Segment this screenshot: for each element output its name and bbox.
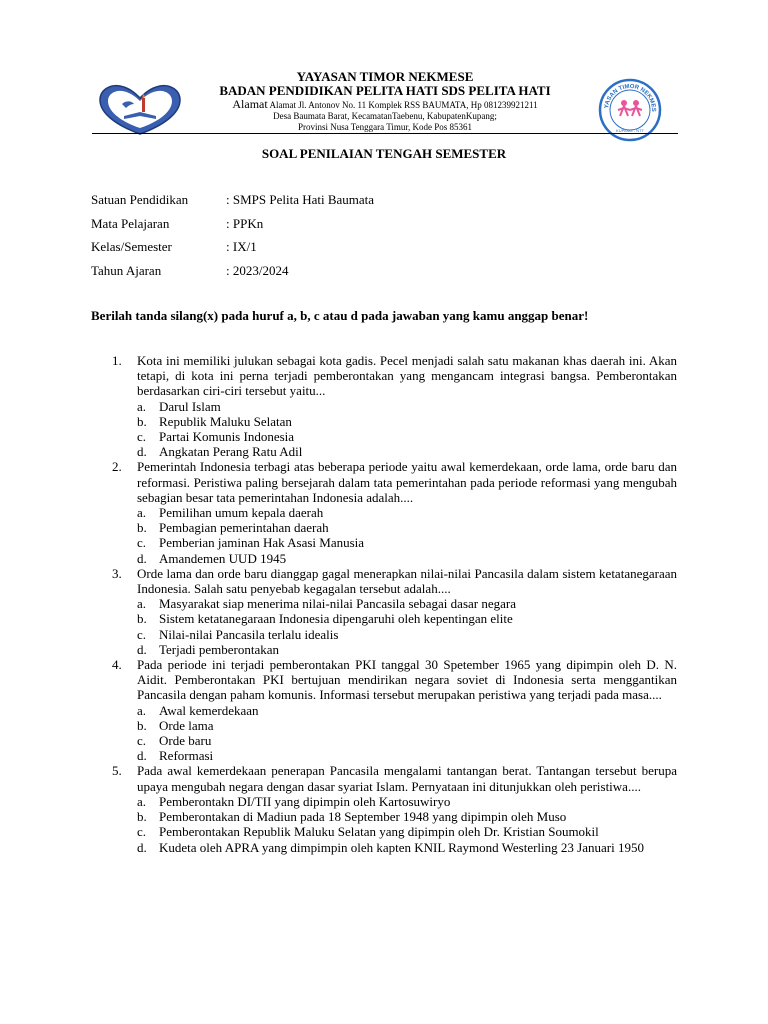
question-number: 5. bbox=[112, 763, 122, 779]
answer-option bbox=[137, 399, 677, 414]
question-number: 4. bbox=[112, 657, 122, 673]
option-letter: c. bbox=[137, 824, 147, 840]
option-letter: d. bbox=[137, 748, 147, 764]
address-line-2: Desa Baumata Barat, KecamatanTaebenu, KabupatenKupang; bbox=[273, 111, 497, 121]
address-line-1 bbox=[190, 98, 580, 111]
info-label: Mata Pelajaran bbox=[91, 215, 170, 231]
option-letter: a. bbox=[137, 793, 147, 809]
option-letter: d. bbox=[137, 444, 147, 460]
option-letter: b. bbox=[137, 809, 147, 825]
option-text: Masyarakat siap menerima nilai-nilai Pancasila sebagai dasar negara bbox=[159, 596, 516, 612]
info-label: Tahun Ajaran bbox=[91, 262, 162, 278]
option-text: Awal kemerdekaan bbox=[159, 702, 259, 718]
question-text: Orde lama dan orde baru dianggap gagal menerapkan nilai-nilai Pancasila dalam sistem ketatanegaraan Indonesia. Salah satu penyebab kegagalan tersebut adalah.... bbox=[137, 565, 677, 597]
answer-option bbox=[137, 444, 677, 459]
question-text: Kota ini memiliki julukan sebagai kota gadis. Pecel menjadi salah satu makanan khas daerah ini. Akan tetapi, di kota ini perna terjadi pemberontakan yang mengancam integrasi bangsa. Pemberontakan berdasarkan ciri-ciri tersebut yaitu... bbox=[137, 353, 677, 399]
answer-option bbox=[137, 429, 677, 444]
option-text: Partai Komunis Indonesia bbox=[159, 429, 295, 445]
option-text: Pemberontakan di Madiun pada 18 September 1948 yang dipimpin oleh Muso bbox=[159, 809, 567, 825]
option-text: Kudeta oleh APRA yang dimpimpin oleh kapten KNIL Raymond Westerling 23 Januari 1950 bbox=[159, 839, 644, 855]
option-letter: d. bbox=[137, 641, 147, 657]
info-row bbox=[91, 216, 374, 240]
foundation-name: YAYASAN TIMOR NEKMESE bbox=[296, 69, 474, 84]
seal-bottom-text: KUPANG - NTT bbox=[616, 128, 644, 133]
answer-option bbox=[137, 824, 677, 839]
school-logo-left bbox=[98, 82, 182, 138]
option-text: Nilai-nilai Pancasila terlalu idealis bbox=[159, 626, 339, 642]
question-list bbox=[112, 353, 677, 855]
answer-option bbox=[137, 809, 677, 824]
info-value: : 2023/2024 bbox=[226, 262, 289, 278]
answer-option bbox=[137, 535, 677, 550]
question-item bbox=[112, 566, 677, 657]
option-letter: a. bbox=[137, 596, 147, 612]
answer-option bbox=[137, 627, 677, 642]
option-text: Angkatan Perang Ratu Adil bbox=[159, 444, 303, 460]
info-row bbox=[91, 263, 374, 287]
info-value: : IX/1 bbox=[226, 239, 257, 254]
seal-text: YASAN TIMOR NEKMES bbox=[604, 83, 657, 112]
option-text: Reformasi bbox=[159, 748, 214, 764]
address-text: Alamat Jl. Antonov No. 11 Komplek RSS BAUMATA, Hp 081239921211 bbox=[269, 100, 538, 110]
page-title: SOAL PENILAIAN TENGAH SEMESTER bbox=[261, 146, 507, 161]
option-text: Pemberian jaminan Hak Asasi Manusia bbox=[159, 535, 365, 551]
exam-info bbox=[91, 192, 374, 286]
question-number: 3. bbox=[112, 565, 122, 581]
answer-option bbox=[137, 718, 677, 733]
answer-option bbox=[137, 642, 677, 657]
option-text: Pemilihan umum kepala daerah bbox=[159, 505, 324, 521]
answer-option bbox=[137, 748, 677, 763]
answer-option bbox=[137, 414, 677, 429]
answer-option bbox=[137, 733, 677, 748]
option-text: Amandemen UUD 1945 bbox=[159, 550, 287, 566]
letterhead bbox=[90, 68, 680, 134]
answer-option bbox=[137, 611, 677, 626]
question-item bbox=[112, 763, 677, 854]
letterhead-text bbox=[190, 70, 580, 133]
option-text: Darul Islam bbox=[159, 398, 221, 414]
option-text: Orde baru bbox=[159, 733, 212, 749]
question-number: 2. bbox=[112, 459, 122, 475]
question-text: Pemerintah Indonesia terbagi atas beberapa periode yaitu awal kemerdekaan, orde lama, orde baru dan reformasi. Peristiwa paling bersejarah dalam tata pemerintahan pada periode reformasi yang mengubah sebagian besar tata pemerintahan Indonesia adalah.... bbox=[137, 459, 677, 505]
info-value: : PPKn bbox=[226, 215, 264, 231]
option-text: Pembagian pemerintahan daerah bbox=[159, 520, 329, 536]
option-letter: c. bbox=[137, 733, 147, 749]
school-name: BADAN PENDIDIKAN PELITA HATI SDS PELITA HATI bbox=[219, 83, 551, 98]
info-row bbox=[91, 239, 374, 263]
option-letter: c. bbox=[137, 535, 147, 551]
option-letter: a. bbox=[137, 505, 147, 521]
option-letter: c. bbox=[137, 429, 147, 445]
info-label: Kelas/Semester bbox=[91, 239, 172, 254]
question-text: Pada periode ini terjadi pemberontakan PKI tanggal 30 Spetember 1965 yang dipimpin oleh D. N. Aidit. Pemberontakan PKI bertujuan mendirikan negara soviet di Indonesia serta menggantikan Pancasila dengan paham komunis. Informasi tersebut merupakan peristiwa yang terjadi pada masa.... bbox=[137, 657, 677, 703]
question-number: 1. bbox=[112, 353, 122, 368]
address-label: Alamat bbox=[232, 97, 268, 111]
answer-option bbox=[137, 703, 677, 718]
option-letter: b. bbox=[137, 413, 147, 429]
option-letter: c. bbox=[137, 626, 147, 642]
question-text: Pada awal kemerdekaan penerapan Pancasila mengalami tantangan berat. Tantangan tersebut berupa upaya mengubah negara dengan dasar syariat Islam. Pernyataan ini ditunjukkan oleh peristiwa.... bbox=[137, 763, 677, 794]
info-row bbox=[91, 192, 374, 216]
instruction-text: Berilah tanda silang(x) pada huruf a, b, c atau d pada jawaban yang kamu anggap benar! bbox=[91, 308, 589, 323]
answer-option bbox=[137, 505, 677, 520]
option-letter: d. bbox=[137, 550, 147, 566]
answer-option bbox=[137, 794, 677, 809]
option-text: Terjadi pemberontakan bbox=[159, 641, 280, 657]
question-item bbox=[112, 657, 677, 763]
option-letter: d. bbox=[137, 839, 147, 855]
heart-logo-icon bbox=[98, 82, 182, 138]
option-text: Republik Maluku Selatan bbox=[159, 413, 292, 429]
header-divider bbox=[92, 133, 678, 134]
option-text: Sistem ketatanegaraan Indonesia dipengaruhi oleh kepentingan elite bbox=[159, 611, 513, 627]
option-text: Pemberontakan Republik Maluku Selatan yang dipimpin oleh Dr. Kristian Soumokil bbox=[159, 824, 599, 840]
option-letter: a. bbox=[137, 398, 147, 414]
answer-option bbox=[137, 596, 677, 611]
question-item bbox=[112, 353, 677, 459]
answer-option bbox=[137, 551, 677, 566]
question-item bbox=[112, 459, 677, 565]
option-letter: b. bbox=[137, 520, 147, 536]
answer-option bbox=[137, 520, 677, 535]
answer-option bbox=[137, 840, 677, 855]
option-text: Pemberontakn DI/TII yang dipimpin oleh Kartosuwiryo bbox=[159, 793, 451, 809]
option-text: Orde lama bbox=[159, 717, 214, 733]
option-letter: a. bbox=[137, 702, 147, 718]
option-letter: b. bbox=[137, 717, 147, 733]
address-line-3: Provinsi Nusa Tenggara Timur, Kode Pos 85361 bbox=[297, 122, 473, 132]
option-letter: b. bbox=[137, 611, 147, 627]
info-value: : SMPS Pelita Hati Baumata bbox=[226, 192, 375, 207]
info-label: Satuan Pendidikan bbox=[91, 192, 189, 207]
